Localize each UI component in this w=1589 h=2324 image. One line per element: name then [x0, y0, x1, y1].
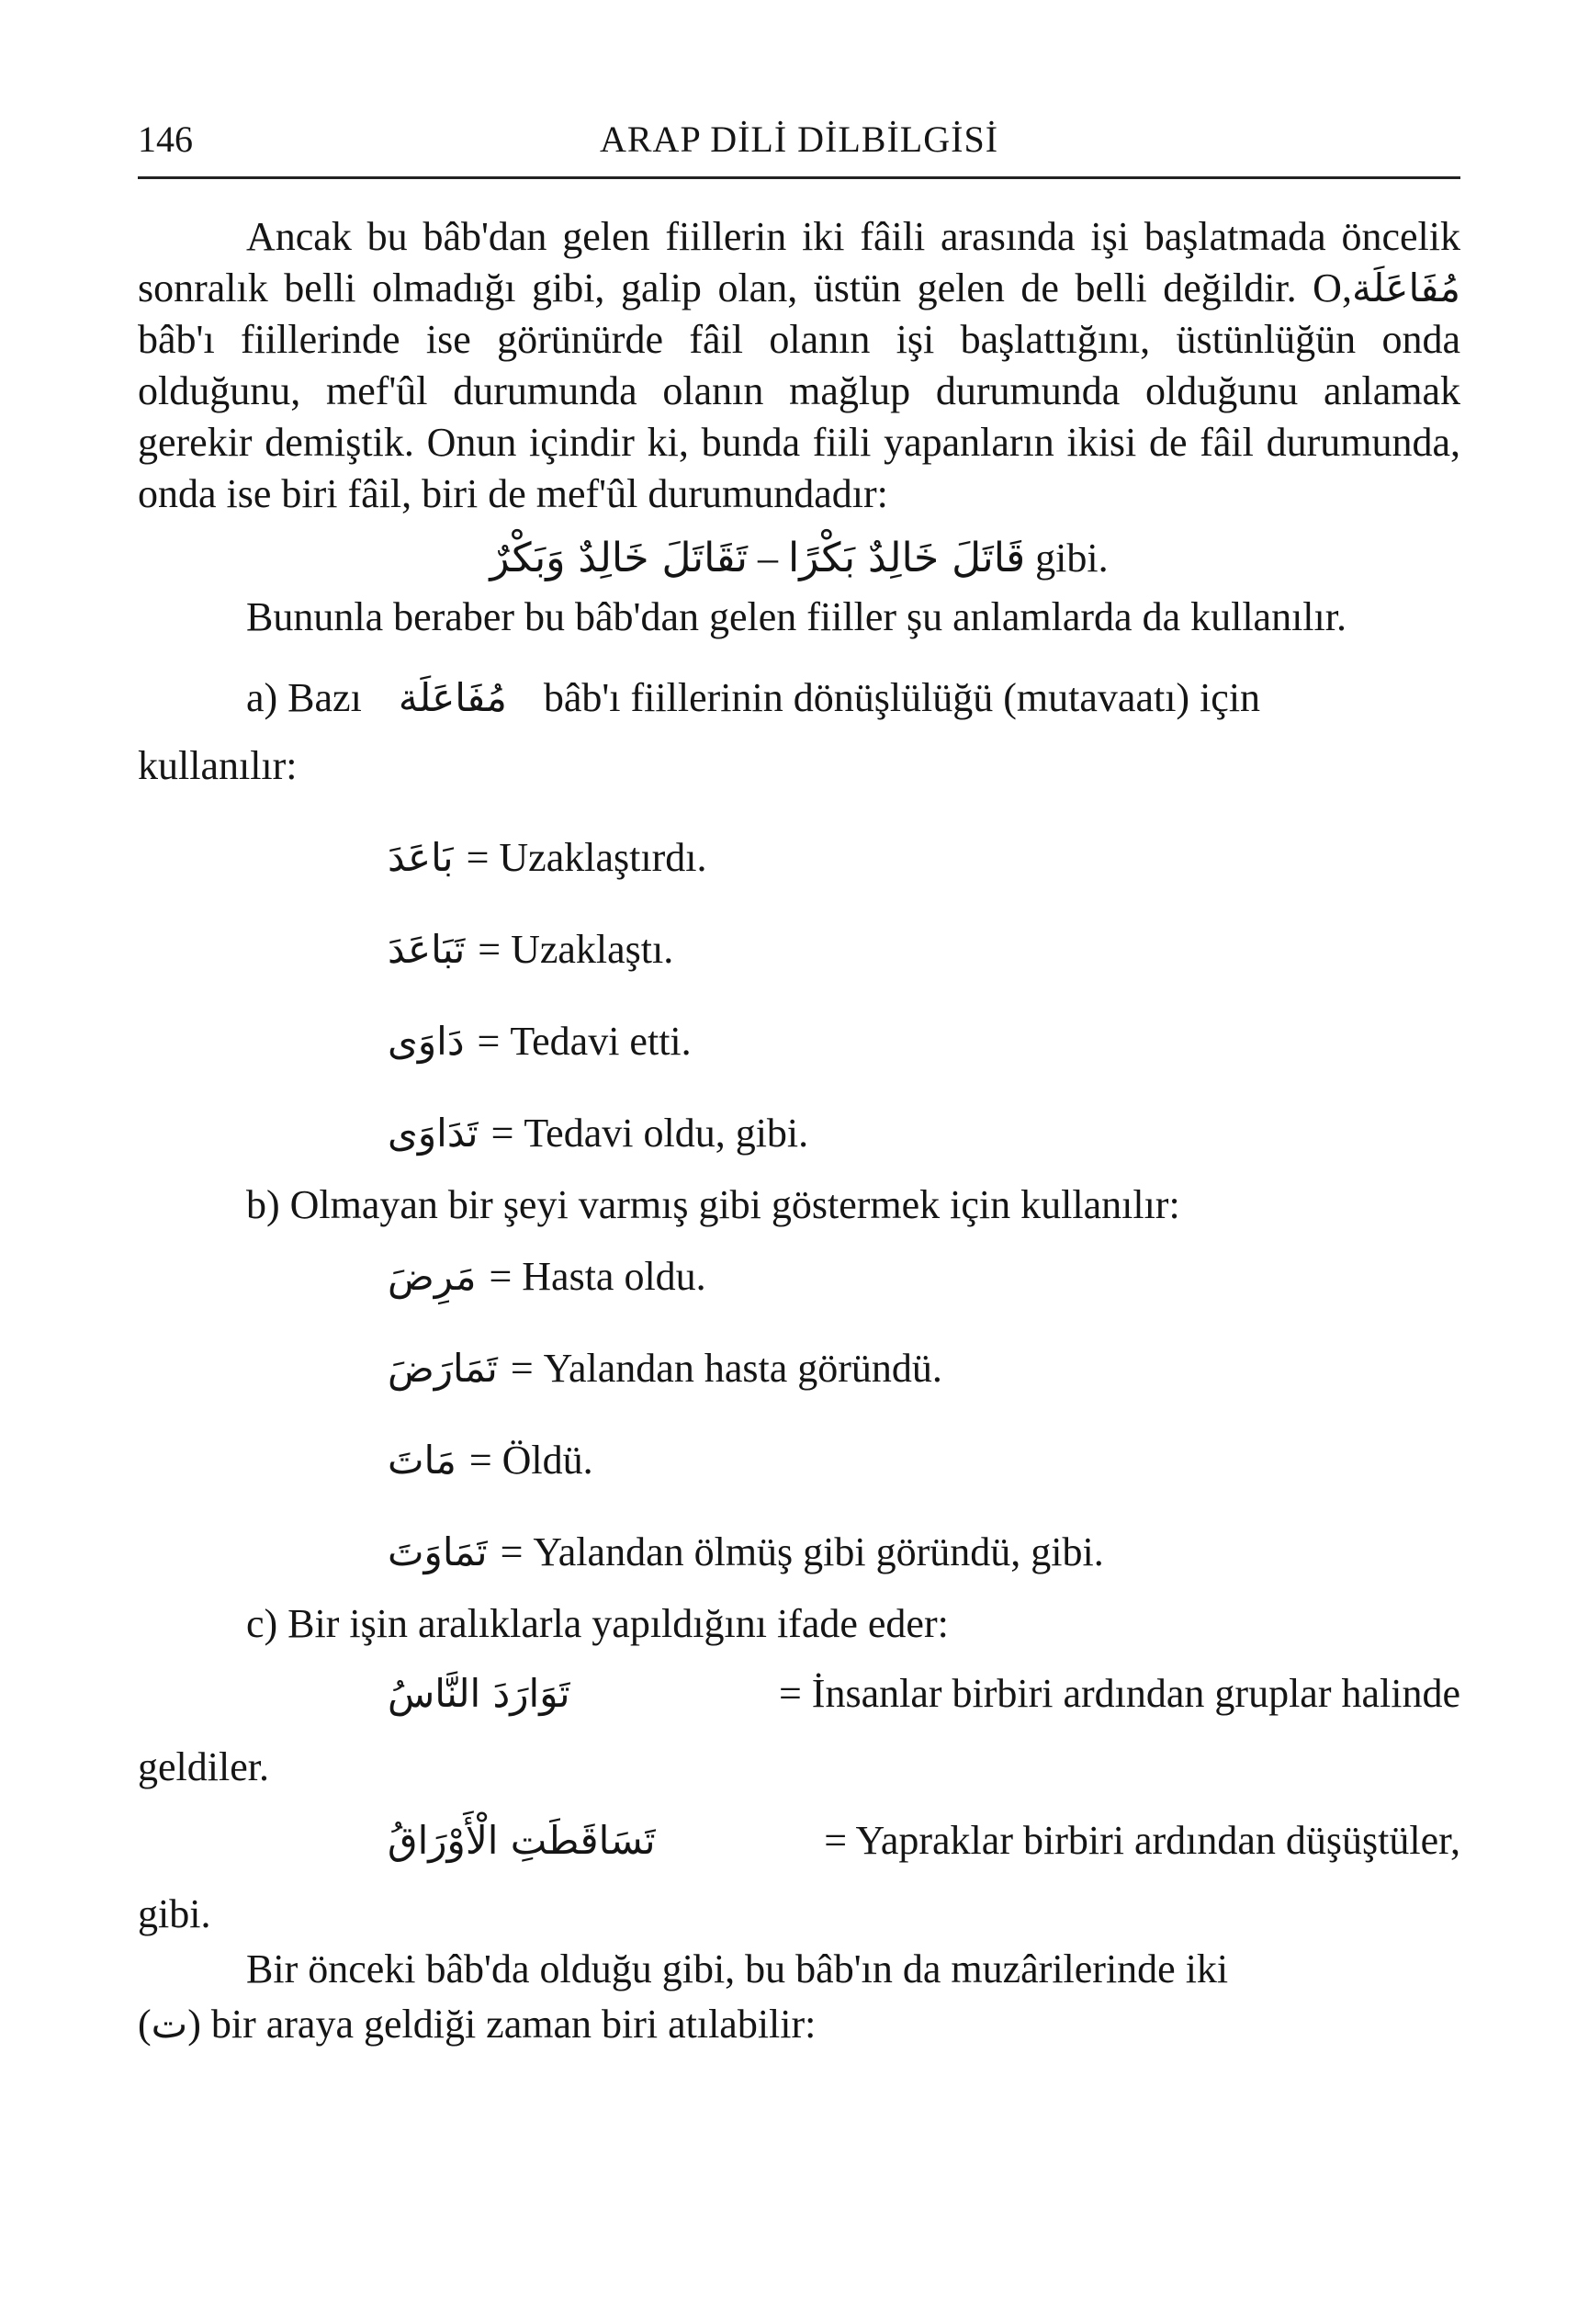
example-translation: = Hasta oldu.	[489, 1254, 706, 1299]
running-title: ARAP DİLİ DİLBİLGİSİ	[599, 118, 999, 160]
example-arabic: تَوَارَدَ النَّاسُ	[388, 1671, 570, 1716]
item-a-line	[138, 660, 1460, 737]
example-translation: = Tedavi oldu, gibi.	[490, 1111, 809, 1156]
example-translation: = Uzaklaştı.	[478, 927, 674, 972]
example-gibi: gibi.	[1035, 536, 1109, 581]
paragraph-muzari: Bir önceki bâb'da olduğu gibi, bu bâb'ın da muzârilerinde iki	[246, 1946, 1229, 1991]
example-translation: = Uzaklaştırdı.	[466, 835, 707, 880]
item-c-heading: c) Bir işin aralıklarla yapıldığını ifade eder:	[246, 1601, 949, 1646]
example-arabic: تَمَارَضَ	[388, 1346, 498, 1391]
example-row	[138, 1650, 1460, 1738]
paren-close: )	[187, 2002, 201, 2047]
item-a-arabic-term: مُفَاعَلَة	[398, 675, 507, 720]
example-row	[138, 1797, 1460, 1885]
example-row	[138, 1506, 1460, 1598]
paragraph-meanings: Bununla beraber bu bâb'dan gelen fiiller şu anlamlarda da kullanılır.	[246, 594, 1347, 639]
page-body	[138, 211, 1460, 2054]
example-arabic: تَمَاوَتَ	[388, 1529, 488, 1574]
example-sentence-line	[138, 533, 1460, 584]
page-header	[138, 110, 1460, 179]
example-row	[138, 904, 1460, 996]
example-arabic: بَاعَدَ	[388, 835, 454, 880]
arabic-letter-ta: ت	[151, 2002, 188, 2047]
page-number: 146	[138, 118, 193, 160]
example-arabic: تَبَاعَدَ	[388, 927, 466, 972]
example-continuation: gibi.	[138, 1891, 211, 1936]
paragraph-intro-continuation: bâb'ı fiillerinde ise görünürde fâil olanın işi başlattığını, üstünlüğün onda olduğunu, mef'ûl durumunda olanın mağlup durumunda olduğunu anlamak gerekir demiştik. Onun içindir ki, bunda fiili yapanların ikisi de fâil durumunda, onda ise biri fâil, biri de mef'ûl durumundadır:	[138, 317, 1460, 516]
paragraph-intro-text: Ancak bu bâb'dan gelen fiillerin iki fâili arasında işi başlatmada öncelik sonralık belli olmadığı gibi, galip olan, üstün gelen de belli değildir. O,	[138, 214, 1460, 310]
arabic-example-1: قَاتَلَ خَالِدٌ بَكْرًا	[788, 535, 1026, 581]
example-translation: = Yalandan hasta göründü.	[510, 1346, 942, 1391]
paragraph-muzari-continuation	[138, 1995, 1460, 2054]
example-translation: = Öldü.	[468, 1438, 593, 1483]
example-dash: –	[758, 536, 779, 581]
example-arabic: مَاتَ	[388, 1438, 456, 1483]
item-a-suffix: bâb'ı fiillerinin dönüşlülüğü (mutavaatı) için	[543, 675, 1261, 720]
item-b-heading: b) Olmayan bir şeyi varmış gibi göstermek için kullanılır:	[246, 1182, 1180, 1227]
example-row	[138, 1415, 1460, 1506]
example-translation: = İnsanlar birbiri ardından gruplar halinde	[778, 1671, 1460, 1716]
paragraph-intro	[138, 211, 1460, 520]
example-translation: = Yapraklar birbiri ardından düşüştüler,	[824, 1818, 1460, 1863]
example-row	[138, 812, 1460, 904]
example-arabic: تَدَاوَى	[388, 1111, 479, 1156]
example-arabic: مَرِضَ	[388, 1254, 477, 1299]
paragraph-muzari-text: bir araya geldiği zaman biri atılabilir:	[210, 2002, 817, 2047]
example-row	[138, 1231, 1460, 1323]
arabic-term-mufaala: مُفَاعَلَة	[1351, 265, 1460, 310]
item-a-continuation: kullanılır:	[138, 743, 298, 788]
example-arabic: تَسَاقَطَتِ الْأَوْرَاقُ	[388, 1818, 656, 1863]
example-translation: = Yalandan ölmüş gibi göründü, gibi.	[500, 1529, 1104, 1574]
example-arabic: دَاوَى	[388, 1019, 465, 1064]
example-row	[138, 1323, 1460, 1415]
item-a-prefix: a) Bazı	[246, 675, 362, 720]
example-continuation: geldiler.	[138, 1744, 269, 1789]
paren-open: (	[138, 2002, 152, 2047]
example-translation: = Tedavi etti.	[477, 1019, 692, 1064]
example-row	[138, 1088, 1460, 1179]
example-row	[138, 996, 1460, 1088]
arabic-example-2: تَقَاتَلَ خَالِدٌ وَبَكْرٌ	[490, 535, 749, 581]
